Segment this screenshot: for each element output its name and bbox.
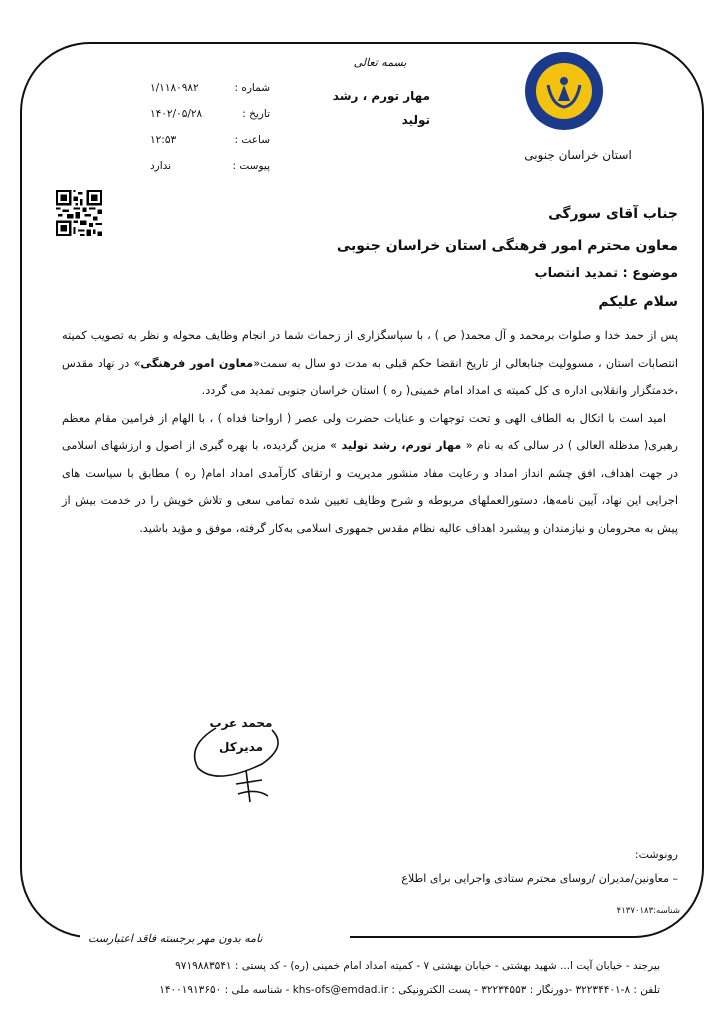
signer-title: مدیرکل: [218, 740, 264, 754]
cc-recipients: – معاونین/مدیران /روسای محترم ستادی واجرایی برای اطلاع: [401, 872, 678, 885]
meta-value: ۱۲:۵۳: [150, 134, 177, 146]
subject: موضوع : تمدید انتصاب: [534, 266, 678, 281]
meta-number: [150, 82, 270, 108]
letter-body: [62, 322, 678, 542]
meta-label: شماره :: [234, 82, 270, 94]
signer-name: محمد عرب: [209, 716, 273, 730]
footer-note: نامه بدون مهر برجسته فاقد اعتبارست: [88, 932, 263, 945]
bismillah: بسمه تعالی: [353, 56, 407, 69]
contact-line: تلفن : ۸-۳۲۲۳۴۴۰۱ -دورنگار : ۳۲۲۳۴۵۵۳ - پست الکترونیکی : khs-ofs@emdad.ir - شناسه ملی : ۱۴۰۰۱۹۱۳۶۵۰: [159, 984, 660, 996]
tracking-id: شناسه:۴۱۳۷۰۱۸۳: [616, 906, 680, 916]
meta-label: پیوست :: [232, 160, 270, 172]
year-slogan: [300, 84, 430, 132]
position-title: معاون امور فرهنگی: [140, 356, 254, 370]
meta-date: [150, 108, 270, 134]
addressee: جناب آقای سورگی: [548, 206, 678, 222]
letter-meta: [150, 82, 270, 186]
emdad-logo: [525, 52, 603, 130]
addressee-title: معاون محترم امور فرهنگی استان خراسان جنوبی: [336, 238, 678, 254]
paragraph-2: امید است با اتکال به الطاف الهی و تحت توجهات و عنایات حضرت ولی عصر ( ارواحنا فداه ) ، با الهام از فرامین مقام معظم رهبری( مدظله العالی ) در سالی که به نام « مهار تورم، رشد تولید » مزین گردیده، با بهره گیری از اصول و ارزشهای اسلامی در جهت اهداف، افق چشم انداز امداد و رعایت مفاد منشور مدیریت و ارتقای کارآمدی امداد امام( ره ) مطابق با سیاست های اجرایی این نهاد، آیین نامه‌ها، دستورالعملهای مربوطه و شرح وظایف تعیین شده تمامی سعی و تلاش خویش را در خدمت بیش از پیش به محرومان و نیازمندان و پیشبرد اهداف عالیه نظام مقدس جمهوری اسلامی به‌کار گرفته، موفق و مؤید باشید.: [62, 411, 678, 535]
meta-attachment: [150, 160, 270, 186]
address-line: بیرجند - خیابان آیت ا... شهید بهشتی - خیابان بهشتی ۷ - کمیته امداد امام خمینی (ره) - کد پستی : ۹۷۱۹۸۸۳۵۴۱: [175, 960, 660, 972]
meta-label: ساعت :: [234, 134, 270, 146]
year-slogan-line1: مهار تورم ، رشد: [332, 89, 430, 103]
meta-value: ندارد: [150, 160, 172, 172]
meta-value: ۱۴۰۲/۰۵/۲۸: [150, 108, 203, 120]
year-slogan-line2: تولید: [401, 113, 430, 127]
paragraph-1: پس از حمد خدا و صلوات برمحمد و آل محمد( ص ) ، با سپاسگزاری از زحمات شما در انجام وظایف محوله و نظر به تصویب کمیته انتصابات استان ، مسوولیت جنابعالی از تاریخ انقضا حکم قبلی به مدت دو سال به سمت«معاون امور فرهنگی» در نهاد مقدس ،خدمتگزار وانقلابی اداره ی کل کمیته ی امداد امام خمینی( ره ) استان خراسان جنوبی تمدید می گردد.: [62, 329, 679, 397]
meta-label: تاریخ :: [242, 108, 270, 120]
meta-time: [150, 134, 270, 160]
hands-icon: [544, 71, 584, 111]
province-name: استان خراسان جنوبی: [524, 148, 632, 162]
greeting: سلام علیکم: [598, 294, 678, 310]
year-name: مهار تورم، رشد تولید: [337, 439, 466, 452]
meta-value: ۱/۱۱۸۰۹۸۲: [150, 82, 199, 94]
cc-heading: رونوشت:: [634, 848, 678, 861]
